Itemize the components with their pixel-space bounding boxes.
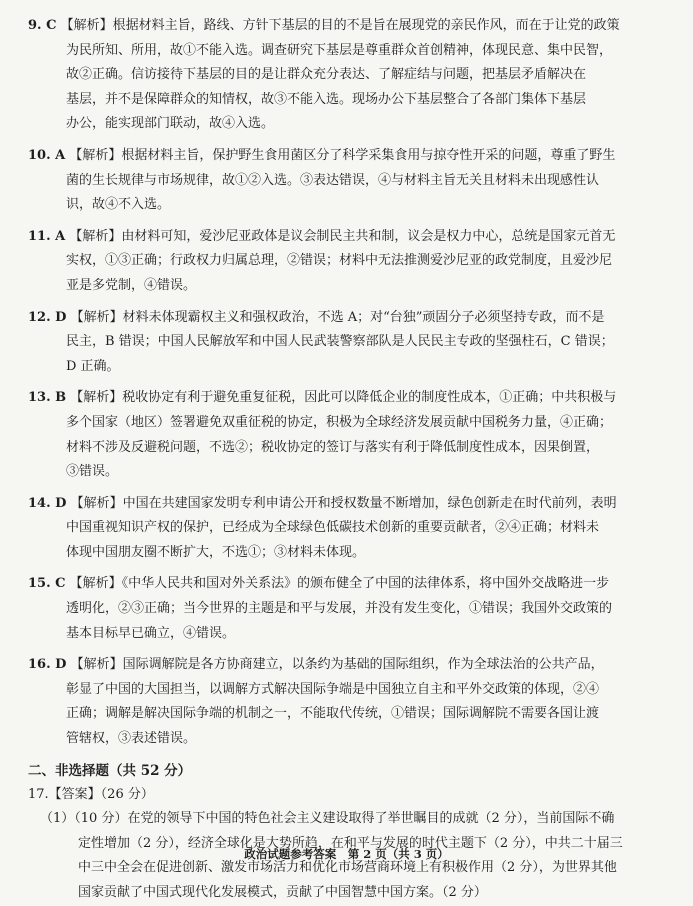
answer-text: 透明化，②③正确；当今世界的主题是和平与发展，并没有发生变化，①错误；我国外交政策的 [66,601,613,617]
answer-line [28,225,674,250]
answer-text: 体现中国朋友圈不断扩大，不选①；③材料未体现。 [66,544,366,560]
answer-line [28,597,674,622]
answer-line: 国家贡献了中国式现代化发展模式，贡献了中国智慧中国方案。（2 分） [78,885,487,900]
answer-text: ③错误。 [66,464,119,480]
answer-text: 彰显了中国的大国担当，以调解方式解决国际争端是中国独立自主和平外交政策的体现，②④ [66,681,600,697]
answer-text: 【解析】中国在共建国家发明专利申请公开和授权数量不断增加，绿色创新走在时代前列，表明 [70,495,617,511]
answer-text: 【解析】税收协定有利于避免重复征税，因此可以降低企业的制度性成本，①正确；中共积极与 [70,390,617,406]
answer-number: 10. A [28,147,66,163]
section-non-choice [28,759,674,906]
answer-text: D 正确。 [66,358,120,374]
answer-item [28,306,674,380]
section-title: 二、非选择题（共 52 分） [28,762,192,779]
answer-line [28,622,674,647]
answer-line [28,169,674,194]
answer-text: 多个国家（地区）签署避免双重征税的协定，积极为全球经济发展贡献中国税务力量，④正确； [66,414,613,430]
answer-line [28,572,674,597]
answer-text: 正确；调解是解决国际争端的机制之一，不能取代传统，①错误；国际调解院不需要各国让渡 [66,706,600,722]
answer-text: 【解析】材料未体现霸权主义和强权政治，不选 A；对“台独”顽固分子必须坚持专政，而不是 [70,309,605,325]
answer-text: 【解析】《中华人民共和国对外关系法》的颁布健全了中国的法律体系，将中国外交战略进一步 [69,576,610,592]
answer-text: 材料不涉及反避税问题，不选②；税收协定的签订与落实有利于降低制度性成本，因果倒置， [66,439,600,455]
answer-item [28,386,674,484]
answer-line: 定性增加（2 分），经济全球化是大势所趋，在和平与发展的时代主题下（2 分），中共二十届三 [78,835,623,851]
answer-number: 12. D [28,309,67,325]
answer-line [28,541,674,566]
answer-line [28,88,674,113]
page-footer: 政治试题参考答案 第 2 页（共 3 页） [244,847,449,861]
answer-text: 基层，并不是保障群众的知情权，故③不能入选。现场办公下基层整合了各部门集体下基层 [66,91,587,107]
answer-number: 9. C [28,18,57,33]
answer-text: 亚是多党制，④错误。 [66,277,197,293]
answer-number: 13. B [28,390,67,406]
answer-line [28,355,674,380]
answer-line [28,249,674,274]
answer-text: 为民所知、所用，故①不能入选。调查研究下基层是尊重群众首创精神，体现民意、集中民智， [66,42,613,58]
answer-text: 中国重视知识产权的保护，已经成为全球绿色低碳技术创新的重要贡献者，②④正确；材料未 [66,520,600,536]
question-17-label: 17.【答案】（26 分） [28,786,154,802]
answer-line [28,702,674,727]
answer-text: 菌的生长规律与市场规律，故①②入选。③表达错误，④与材料主旨无关且材料未出现感性认 [66,172,600,188]
answer-line [28,492,674,517]
answer-line [28,14,674,39]
answer-text: 识，故④不入选。 [66,197,171,213]
answer-line [28,460,674,485]
answer-text: 【解析】由材料可知，爱沙尼亚政体是议会制民主共和制，议会是权力中心，总统是国家元首无 [69,228,616,244]
answer-line [28,330,674,355]
answer-line [28,516,674,541]
answer-item [28,225,674,299]
answer-line [28,39,674,64]
answer-text: 基本目标早已确立，④错误。 [66,625,236,641]
answer-line [28,436,674,461]
answer-item [28,492,674,566]
answer-line [28,274,674,299]
answer-line: （1）（10 分）在党的领导下中国的特色社会主义建设取得了举世瞩目的成就（2 分），当前国际不确 [40,811,615,827]
answer-line: 中三中全会在促进创新、激发市场活力和优化市场营商环境上有积极作用（2 分），为世界其他 [78,860,617,876]
answer-text: 故②正确。信访接待下基层的目的是让群众充分表达、了解症结与问题，把基层矛盾解决在 [66,67,587,83]
answer-line [28,653,674,678]
answer-number: 14. D [28,495,67,511]
answer-number: 11. A [28,228,66,244]
answer-item [28,14,674,137]
answer-text: 管辖权，③表述错误。 [66,731,197,747]
answer-text: 民主，B 错误；中国人民解放军和中国人民武装警察部队是人民民主专政的坚强柱石，C 错误； [66,334,614,350]
answer-text: 【解析】根据材料主旨，保护野生食用菌区分了科学采集食用与掠夺性开采的问题，尊重了野生 [69,147,616,163]
multiple-choice-answers [28,14,674,752]
answer-item [28,653,674,751]
answer-text: 办公，能实现部门联动，故④入选。 [66,116,275,132]
answer-text: 【解析】国际调解院是各方协商建立，以条约为基础的国际组织，作为全球法治的公共产品， [70,657,604,673]
answer-line [28,678,674,703]
answer-line [28,63,674,88]
answer-content [28,14,674,906]
answer-line [28,727,674,752]
answer-item [28,572,674,646]
answer-line [28,112,674,137]
answer-text: 实权，①③正确；行政权力归属总理，②错误；材料中无法推测爱沙尼亚的政党制度，且爱沙尼 [66,253,613,269]
answer-line [28,193,674,218]
answer-item [28,144,674,218]
answer-line [28,386,674,411]
answer-text: 【解析】根据材料主旨，路线、方针下基层的目的不是旨在展现党的亲民作风，而在于让党的政策 [60,18,620,33]
answer-number: 15. C [28,576,66,592]
answer-line [28,411,674,436]
answer-number: 16. D [28,657,67,673]
answer-line [28,306,674,331]
answer-line [28,144,674,169]
